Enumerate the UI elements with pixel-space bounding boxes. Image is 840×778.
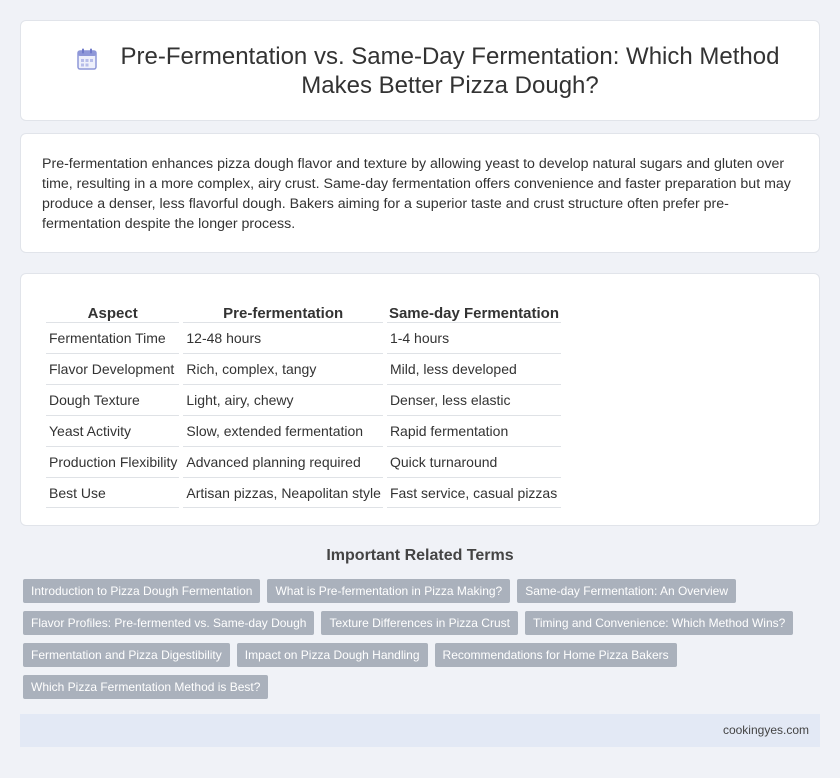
related-term-link[interactable]: Recommendations for Home Pizza Bakers: [435, 643, 677, 667]
table-header-row: [46, 295, 561, 322]
related-term-link[interactable]: Timing and Convenience: Which Method Wins?: [525, 611, 793, 635]
table-cell: Quick turnaround: [387, 446, 561, 477]
table-cell: Slow, extended fermentation: [183, 415, 383, 446]
comparison-card: [20, 273, 820, 526]
table-cell: Production Flexibility: [46, 446, 179, 477]
related-term-link[interactable]: What is Pre-fermentation in Pizza Making?: [267, 579, 510, 603]
table-cell: Fermentation Time: [46, 322, 179, 353]
table-row: [46, 384, 561, 415]
table-row: [46, 415, 561, 446]
column-header-aspect: Aspect: [87, 305, 138, 322]
table-row: [46, 322, 561, 353]
footer: [20, 714, 820, 747]
table-cell: Advanced planning required: [183, 446, 383, 477]
related-terms-list: [23, 579, 803, 699]
table-cell: Yeast Activity: [46, 415, 179, 446]
table-cell: Rich, complex, tangy: [183, 353, 383, 384]
table-cell: Flavor Development: [46, 353, 179, 384]
column-header-same-day: Same-day Fermentation: [388, 305, 559, 322]
table-cell: Rapid fermentation: [387, 415, 561, 446]
related-term-link[interactable]: Flavor Profiles: Pre-fermented vs. Same-day Dough: [23, 611, 314, 635]
table-cell: Best Use: [46, 477, 179, 508]
table-cell: Artisan pizzas, Neapolitan style: [183, 477, 383, 508]
table-row: [46, 353, 561, 384]
related-term-link[interactable]: Impact on Pizza Dough Handling: [237, 643, 428, 667]
table-cell: Denser, less elastic: [387, 384, 561, 415]
intro-paragraph: Pre-fermentation enhances pizza dough flavor and texture by allowing yeast to develop natural sugars and gluten over time, resulting in a more complex, airy crust. Same-day fermentation offers convenience and faster preparation but may produce a denser, less flavorful dough. Bakers aiming for a superior taste and crust structure often prefer pre-fermentation despite the longer process.: [42, 156, 791, 232]
table-row: [46, 446, 561, 477]
table-cell: Fast service, casual pizzas: [387, 477, 561, 508]
related-terms-heading: Important Related Terms: [326, 547, 514, 564]
page-title: Pre-Fermentation vs. Same-Day Fermentation: Which Method Makes Better Pizza Dough?: [120, 42, 780, 99]
table-cell: Dough Texture: [46, 384, 179, 415]
related-term-link[interactable]: Which Pizza Fermentation Method is Best?: [23, 675, 268, 699]
table-cell: Light, airy, chewy: [183, 384, 383, 415]
related-term-link[interactable]: Texture Differences in Pizza Crust: [321, 611, 518, 635]
related-term-link[interactable]: Fermentation and Pizza Digestibility: [23, 643, 230, 667]
table-row: [46, 477, 561, 508]
table-cell: 1-4 hours: [387, 322, 561, 353]
site-name: cookingyes.com: [722, 723, 809, 737]
comparison-table: [42, 295, 565, 508]
title-card: [20, 20, 820, 121]
table-cell: Mild, less developed: [387, 353, 561, 384]
column-header-pre-fermentation: Pre-fermentation: [223, 305, 344, 322]
intro-card: [20, 133, 820, 253]
table-cell: 12-48 hours: [183, 322, 383, 353]
related-term-link[interactable]: Introduction to Pizza Dough Fermentation: [23, 579, 260, 603]
related-term-link[interactable]: Same-day Fermentation: An Overview: [517, 579, 736, 603]
